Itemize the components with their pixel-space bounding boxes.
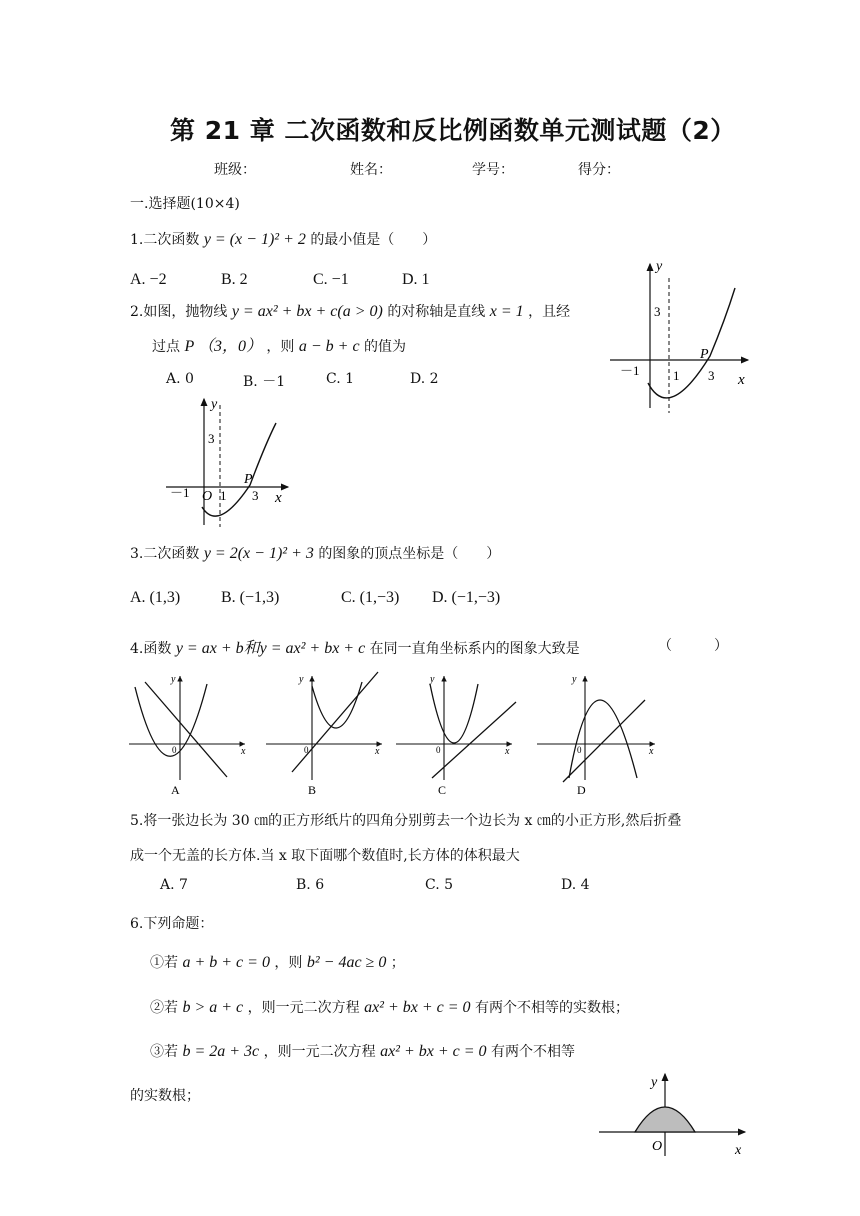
q4-graph-d	[533, 672, 663, 797]
q6-s1-condition: a + b + c = 0	[182, 954, 270, 971]
graph-a-label: A	[171, 783, 180, 797]
q2-graph-right	[600, 258, 760, 418]
tick-label-3: 3	[208, 431, 215, 446]
class-label: 班级：	[214, 162, 256, 178]
q2-line2-prefix: 过点	[152, 339, 180, 355]
y-axis-label: y	[171, 674, 176, 685]
q2-option-b[interactable]: B. －1	[243, 374, 286, 390]
graph-d-label: D	[577, 783, 586, 797]
q3-option-d[interactable]: D. (−1,−3)	[432, 589, 501, 606]
q4-prefix: 4.函数	[130, 641, 172, 657]
x-axis-label: x	[275, 490, 282, 506]
y-axis-label: y	[299, 674, 304, 685]
q1-option-c[interactable]: C. −1	[313, 271, 349, 288]
graph-b-label: B	[308, 783, 317, 797]
section-heading: 一.选择题(10×4)	[130, 196, 240, 212]
origin-label: O	[202, 489, 213, 504]
x-axis-label: x	[738, 372, 745, 388]
q4-answer-paren: （ ）	[658, 638, 728, 654]
q6-s2-condition: b > a + c	[182, 999, 244, 1016]
q6-s3-mid: ，则一元二次方程	[263, 1044, 376, 1060]
q6-s3-prefix: ③若	[150, 1044, 178, 1060]
q6-s2-equation: ax² + bx + c = 0	[364, 999, 471, 1016]
q6-s2-prefix: ②若	[150, 1000, 178, 1016]
q2-expr: a − b + c	[298, 338, 360, 355]
q2-point: P （3，0）	[184, 338, 262, 355]
q2-suffix: ，且经	[528, 304, 571, 320]
q6-s1-prefix: ①若	[150, 955, 178, 971]
question-2-line2	[152, 333, 406, 356]
x-axis-label: x	[375, 746, 380, 757]
q2-option-a[interactable]: A. 0	[166, 371, 194, 387]
x-axis-label: x	[505, 746, 510, 757]
q4-graph-b	[262, 672, 392, 797]
origin-label: O	[652, 1139, 663, 1154]
q2-formula: y = ax² + bx + c(a > 0)	[231, 303, 383, 320]
q5-option-a[interactable]: A. 7	[160, 877, 188, 893]
question-2-line1	[130, 301, 570, 321]
x-axis-label: x	[649, 746, 654, 757]
question-5-line1: 5.将一张边长为 30 ㎝的正方形纸片的四角分别剪去一个边长为 x ㎝的小正方形,然后折叠	[130, 813, 682, 829]
page-title: 第 21 章 二次函数和反比例函数单元测试题（2）	[170, 116, 736, 145]
x-axis-label: x	[735, 1143, 742, 1158]
graph-c-label: C	[438, 783, 447, 797]
tick-label-neg1: －1	[170, 485, 190, 500]
y-axis-label: y	[656, 259, 663, 274]
q3-prefix: 3.二次函数	[130, 546, 200, 562]
question-4	[130, 635, 580, 658]
q2-mid: 的对称轴是直线	[387, 304, 486, 320]
origin-label: 0	[172, 745, 177, 755]
q6-s3-suffix: 有两个不相等	[491, 1044, 576, 1060]
q3-suffix: 的图象的顶点坐标是（ ）	[318, 546, 501, 562]
q2-axis: x = 1	[489, 303, 524, 320]
q6-s3-condition: b = 2a + 3c	[182, 1043, 260, 1060]
q1-option-b[interactable]: B. 2	[221, 271, 248, 288]
q2-prefix: 2.如图，抛物线	[130, 304, 228, 320]
origin-label: 0	[304, 745, 309, 755]
q2-graph-left	[160, 395, 300, 530]
q6-statement-2	[150, 997, 629, 1017]
question-6-intro: 6.下列命题：	[130, 916, 214, 932]
q5-option-b[interactable]: B. 6	[296, 877, 325, 893]
y-axis-label: y	[211, 397, 218, 412]
tick-label-1: 1	[220, 488, 227, 503]
question-3	[130, 543, 500, 563]
tick-label-neg1: －1	[620, 363, 640, 378]
q2-line2-suffix: 的值为	[364, 339, 407, 355]
score-label: 得分：	[578, 162, 620, 178]
q3-option-a[interactable]: A. (1,3)	[130, 589, 181, 606]
q5-option-c[interactable]: C. 5	[425, 877, 454, 893]
origin-label: 0	[577, 745, 582, 755]
point-p-label: P	[244, 472, 253, 487]
y-axis-label: y	[430, 674, 435, 685]
point-p-label: P	[700, 347, 709, 362]
q6-statement-3-continued: 的实数根；	[130, 1088, 200, 1104]
tick-label-x3: 3	[708, 368, 715, 383]
question-5-line2: 成一个无盖的长方体.当 x 取下面哪个数值时,长方体的体积最大	[130, 848, 520, 864]
q4-formula: y = ax + b和y = ax² + bx + c	[175, 640, 366, 657]
question-1	[130, 229, 436, 249]
q6-s1-suffix: ；	[390, 955, 405, 971]
q4-graph-c	[392, 672, 522, 797]
origin-label: 0	[436, 745, 441, 755]
q1-suffix: 的最小值是（ ）	[310, 232, 437, 248]
student-id-label: 学号：	[472, 162, 514, 178]
q2-line2-mid: ，则	[266, 339, 295, 355]
q3-option-c[interactable]: C. (1,−3)	[341, 589, 400, 606]
q2-option-d[interactable]: D. 2	[410, 371, 439, 387]
q6-statement-1	[150, 952, 405, 972]
q6-statement-3	[150, 1041, 575, 1061]
y-axis-label: y	[572, 674, 577, 685]
q3-formula: y = 2(x − 1)² + 3	[203, 545, 314, 562]
tick-label-3: 3	[654, 304, 661, 319]
q6-s3-equation: ax² + bx + c = 0	[380, 1043, 487, 1060]
q2-option-c[interactable]: C. 1	[326, 371, 355, 387]
tick-label-1: 1	[673, 368, 680, 383]
q6-s1-mid: ，则	[274, 955, 303, 971]
q4-suffix: 在同一直角坐标系内的图象大致是	[369, 641, 580, 657]
q3-option-b[interactable]: B. (−1,3)	[221, 589, 280, 606]
name-label: 姓名：	[350, 162, 392, 178]
q1-prefix: 1.二次函数	[130, 232, 200, 248]
q6-s1-result: b² − 4ac ≥ 0	[306, 954, 387, 971]
q6-s2-suffix: 有两个不相等的实数根；	[475, 1000, 630, 1016]
tick-label-x3: 3	[252, 488, 259, 503]
q1-option-d[interactable]: D. 1	[402, 271, 430, 288]
x-axis-label: x	[241, 746, 246, 757]
q6-graph	[595, 1070, 755, 1160]
q5-option-d[interactable]: D. 4	[561, 877, 590, 893]
q1-formula: y = (x − 1)² + 2	[203, 231, 306, 248]
q6-s2-mid: ，则一元二次方程	[247, 1000, 360, 1016]
y-axis-label: y	[651, 1075, 658, 1090]
q1-option-a[interactable]: A. −2	[130, 271, 167, 288]
q4-graph-a	[125, 672, 255, 797]
